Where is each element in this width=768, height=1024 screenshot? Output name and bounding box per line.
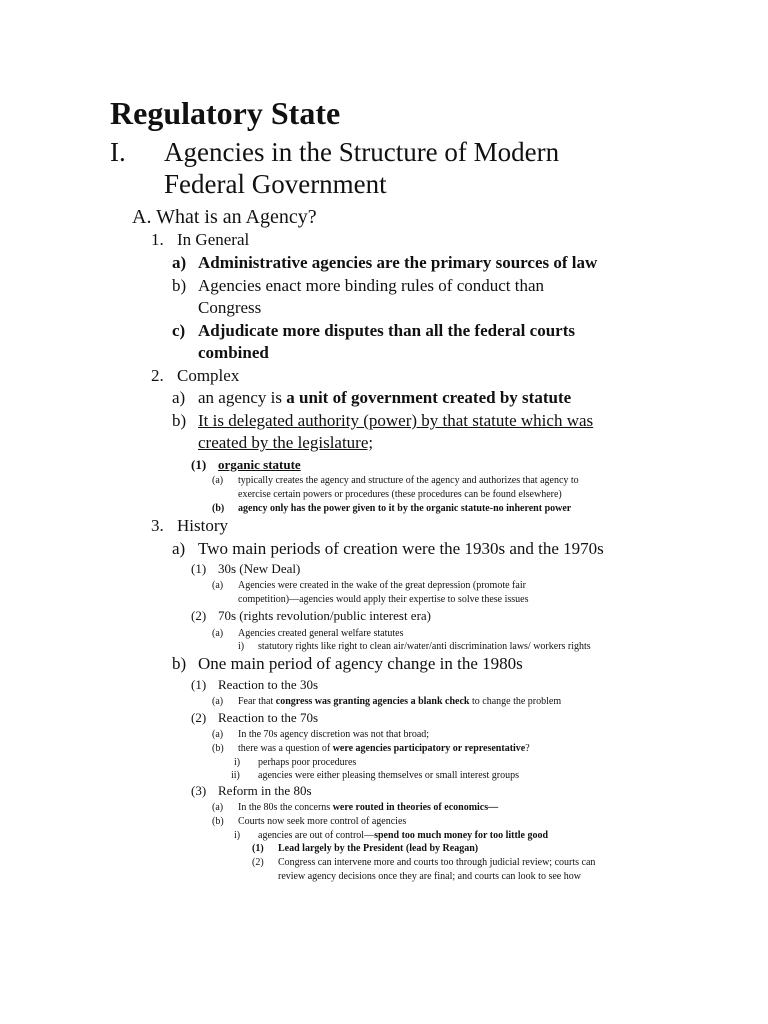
item-text: In the 70s agency discretion was not that broad; — [238, 729, 430, 740]
item-label: i) — [234, 757, 241, 768]
item-text: Agencies enact more binding rules of conduct than — [198, 276, 545, 295]
item-label: (2) — [191, 608, 207, 623]
item-text-cont: review agency decisions once they are final; and courts can look to see how — [278, 871, 581, 882]
item-text: typically creates the agency and structure of the agency and authorizes that agency to — [238, 475, 579, 486]
item-label: i) — [238, 641, 245, 652]
item-label: a) — [172, 388, 186, 407]
item-label: (2) — [252, 857, 264, 868]
item-label: (3) — [191, 783, 207, 798]
item-text: Courts now seek more control of agencies — [238, 816, 407, 827]
item-text: It is delegated authority (power) by that statute which was — [198, 411, 594, 430]
item-text: One main period of agency change in the 1980s — [198, 654, 523, 673]
section-heading-line1: Agencies in the Structure of Modern — [164, 137, 560, 167]
item-label: a) — [172, 253, 187, 272]
item-text: Two main periods of creation were the 1930s and the 1970s — [198, 539, 604, 558]
item-text: 30s (New Deal) — [218, 561, 301, 576]
item-text-cont: competition)—agencies would apply their expertise to solve these issues — [238, 594, 529, 605]
item-label: b) — [172, 276, 187, 295]
item-label: c) — [172, 321, 186, 340]
item-text-cont: created by the legislature; — [198, 433, 374, 452]
item-label: (a) — [212, 628, 224, 639]
item-text: Administrative agencies are the primary sources of law — [198, 253, 598, 272]
item-label: i) — [234, 830, 241, 841]
item-label: ii) — [231, 770, 240, 781]
item-label: (b) — [212, 743, 224, 754]
item-label: (b) — [212, 816, 224, 827]
item-text: agencies are out of control—spend too much money for too little good — [258, 830, 549, 841]
item-text: Reform in the 80s — [218, 783, 312, 798]
item-heading: In General — [177, 230, 250, 249]
item-text: Reaction to the 30s — [218, 677, 319, 692]
item-text: Fear that congress was granting agencies a blank check to change the problem — [238, 696, 562, 707]
item-label: b) — [172, 411, 187, 430]
item-text: perhaps poor procedures — [258, 757, 357, 768]
document-title: Regulatory State — [110, 95, 341, 131]
item-label: (1) — [191, 677, 207, 692]
item-label: (a) — [212, 580, 224, 591]
item-label: (1) — [252, 843, 264, 854]
item-heading: History — [177, 516, 228, 535]
item-number: 1. — [151, 230, 164, 249]
item-text: Agencies were created in the wake of the great depression (promote fair — [238, 580, 526, 591]
subsection-heading: A. What is an Agency? — [132, 206, 317, 228]
item-label: (a) — [212, 696, 224, 707]
item-number: 3. — [151, 516, 164, 535]
item-label: a) — [172, 539, 186, 558]
section-number: I. — [110, 137, 126, 167]
item-text: Congress can intervene more and courts too through judicial review; courts can — [278, 857, 596, 868]
item-text: Reaction to the 70s — [218, 710, 319, 725]
item-text: 70s (rights revolution/public interest era) — [218, 608, 432, 623]
item-label: (1) — [191, 561, 207, 576]
item-text: there was a question of were agencies participatory or representative? — [238, 743, 530, 754]
item-text: agencies were either pleasing themselves or small interest groups — [258, 770, 520, 781]
item-text: Agencies created general welfare statutes — [238, 628, 404, 639]
item-label: (b) — [212, 503, 225, 514]
item-label: (a) — [212, 475, 224, 486]
item-text: In the 80s the concerns were routed in theories of economics— — [238, 802, 499, 813]
item-label: (a) — [212, 802, 224, 813]
item-text-cont: combined — [198, 343, 269, 362]
item-label: (1) — [191, 457, 207, 472]
item-text-cont: Congress — [198, 298, 262, 317]
item-text-cont: exercise certain powers or procedures (these procedures can be found elsewhere) — [238, 489, 562, 500]
item-number: 2. — [151, 366, 164, 385]
item-text: agency only has the power given to it by the organic statute-no inherent power — [238, 503, 572, 514]
item-text: an agency is a unit of government created by statute — [198, 388, 572, 407]
item-label: b) — [172, 654, 187, 673]
item-text: statutory rights like right to clean air/water/anti discrimination laws/ workers rights — [258, 641, 591, 652]
item-heading: Complex — [177, 366, 240, 385]
item-label: (2) — [191, 710, 207, 725]
section-heading-line2: Federal Government — [164, 169, 387, 199]
item-label: (a) — [212, 729, 224, 740]
item-text: organic statute — [218, 457, 301, 472]
item-text: Adjudicate more disputes than all the federal courts — [198, 321, 575, 340]
item-text: Lead largely by the President (lead by Reagan) — [278, 843, 479, 854]
